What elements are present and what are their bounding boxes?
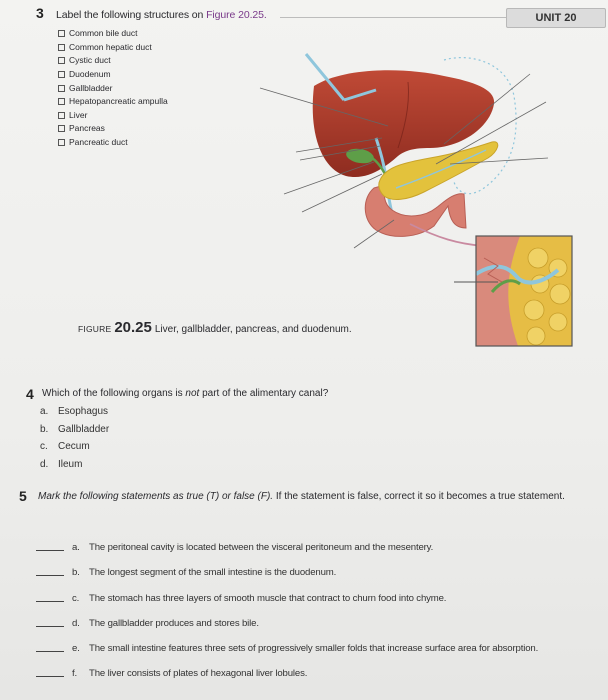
statement-row: d. The gallbladder produces and stores bile.	[36, 604, 538, 629]
question-5-prompt: Mark the following statements as true (T) or false (F). If the statement is false, correct it so it becomes a true statement.	[38, 491, 565, 502]
checkbox[interactable]	[58, 57, 65, 64]
statement-row: c. The stomach has three layers of smooth muscle that contract to churn food into chyme.	[36, 578, 538, 603]
checkbox[interactable]	[58, 44, 65, 51]
answer-blank[interactable]	[36, 550, 64, 551]
statement-row: b. The longest segment of the small intestine is the duodenum.	[36, 553, 538, 578]
answer-blank[interactable]	[36, 626, 64, 627]
answer-option[interactable]: b. Gallbladder	[40, 423, 110, 435]
question-3-number: 3	[36, 5, 44, 21]
anatomy-illustration	[258, 38, 588, 354]
answer-blank[interactable]	[36, 575, 64, 576]
checkbox[interactable]	[58, 112, 65, 119]
answer-blank[interactable]	[36, 676, 64, 677]
checklist-item: Hepatopancreatic ampulla	[58, 95, 168, 109]
answer-blank[interactable]	[36, 651, 64, 652]
answer-blank[interactable]	[36, 601, 64, 602]
answer-option[interactable]: d. Ileum	[40, 458, 83, 470]
checkbox[interactable]	[58, 85, 65, 92]
checklist-item: Duodenum	[58, 68, 168, 82]
structure-checklist	[58, 27, 168, 149]
true-false-statements	[36, 528, 538, 679]
answer-option[interactable]: c. Cecum	[40, 441, 90, 453]
question-4-prompt: Which of the following organs is not part of the alimentary canal?	[42, 388, 329, 399]
header-rule	[280, 17, 506, 18]
statement-row: f. The liver consists of plates of hexagonal liver lobules.	[36, 654, 538, 679]
checklist-item: Liver	[58, 109, 168, 123]
figure-number: 20.25	[114, 319, 152, 336]
checkbox[interactable]	[58, 71, 65, 78]
figure-reference-link[interactable]: Figure 20.25.	[206, 9, 267, 21]
figure-caption: FIGURE 20.25 Liver, gallbladder, pancreas, and duodenum.	[78, 319, 352, 336]
unit-tab: UNIT 20	[506, 8, 606, 28]
checklist-item: Common bile duct	[58, 27, 168, 41]
checklist-item: Common hepatic duct	[58, 41, 168, 55]
statement-row: a. The peritoneal cavity is located between the visceral peritoneum and the mesentery.	[36, 528, 538, 553]
question-5-number: 5	[19, 488, 27, 504]
statement-row: e. The small intestine features three sets of progressively smaller folds that increase surface area for absorption.	[36, 629, 538, 654]
checkbox[interactable]	[58, 98, 65, 105]
question-4-options	[40, 405, 109, 475]
checklist-item: Pancreas	[58, 122, 168, 136]
question-3-prompt: Label the following structures on Figure 20.25.	[56, 9, 267, 21]
checklist-item: Cystic duct	[58, 54, 168, 68]
inset-magnified-ampulla	[476, 236, 572, 346]
question-4-number: 4	[26, 386, 34, 402]
checkbox[interactable]	[58, 30, 65, 37]
answer-option[interactable]: a. Esophagus	[40, 406, 109, 417]
checkbox[interactable]	[58, 125, 65, 132]
checkbox[interactable]	[58, 139, 65, 146]
checklist-item: Gallbladder	[58, 81, 168, 95]
checklist-item: Pancreatic duct	[58, 136, 168, 150]
